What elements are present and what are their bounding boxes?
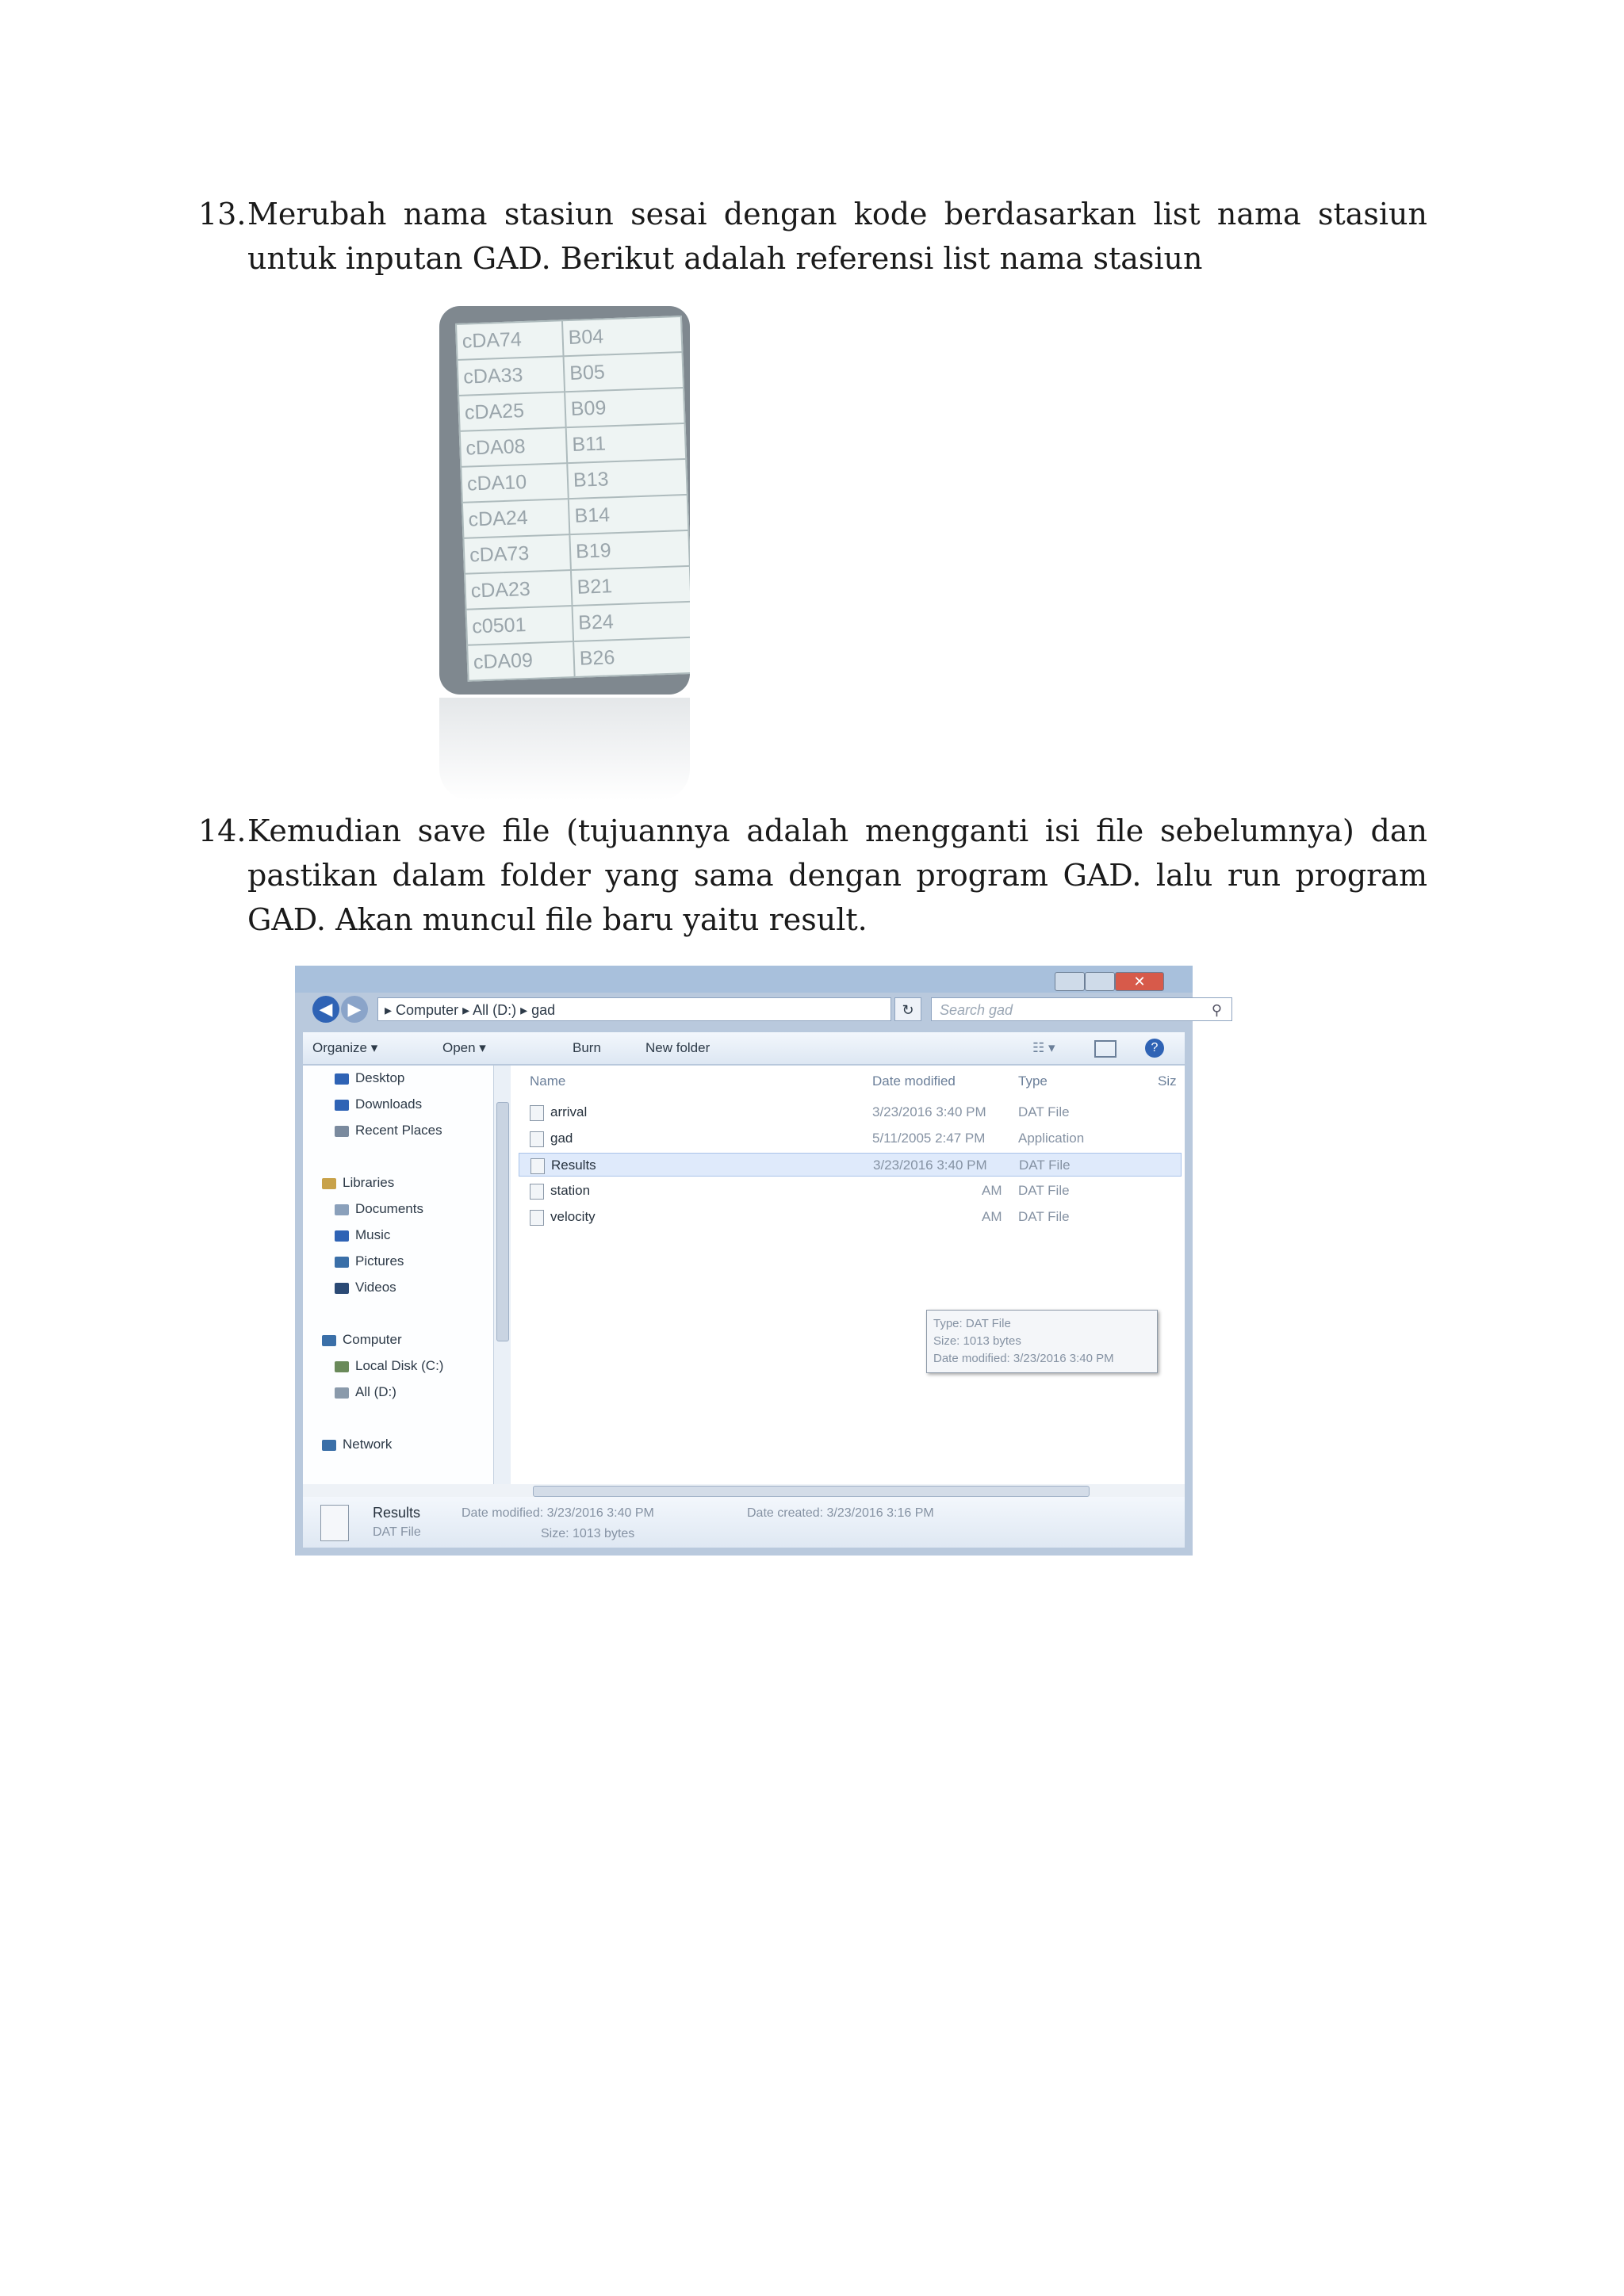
station-name-cell: cDA10 xyxy=(461,463,568,503)
minimize-button[interactable] xyxy=(1055,972,1085,991)
navigation-pane xyxy=(303,1066,493,1484)
forward-button[interactable]: ▶ xyxy=(341,996,368,1023)
station-code-cell: B13 xyxy=(567,459,687,499)
preview-pane-icon[interactable] xyxy=(1094,1040,1116,1058)
search-input[interactable] xyxy=(931,997,1232,1021)
title-bar xyxy=(295,966,1193,993)
station-code-cell: B21 xyxy=(571,566,690,606)
nav-item-documents[interactable] xyxy=(335,1201,423,1217)
nav-item-label: Libraries xyxy=(343,1175,395,1190)
file-type: DAT File xyxy=(1018,1209,1070,1224)
step-13 xyxy=(198,192,1427,281)
toolbar xyxy=(303,1032,1185,1065)
file-date: AM xyxy=(982,1209,1002,1224)
details-date-created: Date created: 3/23/2016 3:16 PM xyxy=(747,1506,934,1520)
station-row xyxy=(467,637,690,681)
nav-item-label: Desktop xyxy=(355,1070,405,1085)
nav-item-label: Computer xyxy=(343,1332,402,1347)
horizontal-scrollbar[interactable] xyxy=(303,1484,1185,1497)
step-number: 13. xyxy=(198,197,247,232)
nav-item-pictures[interactable] xyxy=(335,1253,404,1269)
dat-file-icon xyxy=(530,1105,544,1121)
nav-item-music[interactable] xyxy=(335,1227,390,1243)
nav-desktop-icon xyxy=(335,1073,349,1085)
address-field[interactable]: ▸ Computer ▸ All (D:) ▸ gad xyxy=(377,997,891,1021)
file-tooltip xyxy=(926,1310,1158,1373)
step-text: Merubah nama stasiun sesai dengan kode berdasarkan list nama stasiun untuk inputan GAD. Berikut adalah referensi list nama stasiun xyxy=(247,197,1427,276)
nav-item-computer[interactable] xyxy=(322,1332,402,1348)
file-name: velocity xyxy=(550,1209,596,1224)
photo-reflection xyxy=(439,698,690,801)
nav-item-label: Network xyxy=(343,1437,393,1452)
file-type: DAT File xyxy=(1018,1183,1070,1198)
nav-item-label: Music xyxy=(355,1227,391,1242)
nav-item-recent-places[interactable] xyxy=(335,1123,442,1138)
close-button[interactable]: ✕ xyxy=(1115,972,1164,991)
views-button[interactable]: ☷ ▾ xyxy=(1032,1040,1055,1055)
column-header-date[interactable]: Date modified xyxy=(872,1073,956,1089)
nav-item-drive-1[interactable] xyxy=(335,1384,396,1400)
station-name-cell: cDA25 xyxy=(458,392,565,431)
nav-item-label: All (D:) xyxy=(355,1384,396,1399)
nav-item-label: Videos xyxy=(355,1280,396,1295)
details-date-modified: Date modified: 3/23/2016 3:40 PM xyxy=(462,1506,654,1520)
nav-item-label: Pictures xyxy=(355,1253,404,1269)
station-code-cell: B11 xyxy=(566,423,686,463)
burn-button[interactable]: Burn xyxy=(573,1040,601,1055)
tooltip-size: Size: 1013 bytes xyxy=(933,1334,1021,1348)
back-button[interactable]: ◀ xyxy=(312,996,339,1023)
file-type: DAT File xyxy=(1018,1104,1070,1119)
station-code-cell: B26 xyxy=(573,637,690,677)
nav-item-network[interactable] xyxy=(322,1437,392,1452)
step-text: Kemudian save file (tujuannya adalah mengganti isi file sebelumnya) dan pastikan dalam folder yang sama dengan program GAD. lalu run program GAD. Akan muncul file baru yaitu result. xyxy=(247,813,1427,937)
step-number: 14. xyxy=(198,813,247,848)
refresh-button[interactable]: ↻ xyxy=(894,997,921,1021)
nav-item-drive-0[interactable] xyxy=(335,1358,443,1374)
search-placeholder: Search gad xyxy=(940,1002,1013,1018)
nav-documents-icon xyxy=(335,1204,349,1215)
station-code-cell: B24 xyxy=(573,602,690,641)
station-code-cell: B19 xyxy=(569,530,689,570)
nav-videos-icon xyxy=(335,1283,349,1294)
nav-computer-icon xyxy=(322,1335,336,1346)
file-date: AM xyxy=(982,1183,1002,1198)
maximize-button[interactable] xyxy=(1085,972,1115,991)
file-name: Results xyxy=(551,1158,596,1173)
station-code-cell: B04 xyxy=(562,316,682,356)
horizontal-scroll-thumb[interactable] xyxy=(533,1486,1090,1497)
station-name-cell: cDA74 xyxy=(456,320,563,360)
details-file-name: Results xyxy=(373,1505,421,1521)
nav-scroll-thumb[interactable] xyxy=(496,1102,509,1341)
file-type: DAT File xyxy=(1019,1158,1071,1173)
dat-file-icon xyxy=(530,1184,544,1200)
file-row[interactable] xyxy=(519,1205,1182,1229)
application-icon xyxy=(530,1131,544,1147)
file-list xyxy=(511,1066,1185,1484)
dat-file-icon xyxy=(530,1158,545,1174)
nav-music-icon xyxy=(335,1230,349,1242)
file-type: Application xyxy=(1018,1131,1085,1146)
nav-drive-0-icon xyxy=(335,1361,349,1372)
nav-drive-1-icon xyxy=(335,1387,349,1399)
details-pane xyxy=(303,1497,1185,1548)
search-icon: ⚲ xyxy=(1211,1002,1222,1018)
help-button[interactable]: ? xyxy=(1145,1039,1164,1058)
dat-file-icon xyxy=(530,1210,544,1226)
nav-item-libraries[interactable] xyxy=(322,1175,394,1191)
station-list-table xyxy=(455,316,690,682)
tooltip-modified: Date modified: 3/23/2016 3:40 PM xyxy=(933,1352,1114,1365)
station-name-cell: c0501 xyxy=(466,606,573,645)
address-bar xyxy=(304,993,1222,1027)
station-code-cell: B05 xyxy=(564,352,684,392)
station-code-cell: B14 xyxy=(569,495,688,534)
nav-item-label: Documents xyxy=(355,1201,423,1216)
nav-item-videos[interactable] xyxy=(335,1280,396,1295)
nav-item-label: Downloads xyxy=(355,1096,423,1112)
station-name-cell: cDA09 xyxy=(467,641,574,681)
station-name-cell: cDA08 xyxy=(460,427,567,467)
nav-item-desktop[interactable] xyxy=(335,1070,404,1086)
open-button[interactable]: Open ▾ xyxy=(442,1040,486,1055)
nav-item-label: Local Disk (C:) xyxy=(355,1358,444,1373)
nav-pictures-icon xyxy=(335,1257,349,1268)
file-date: 3/23/2016 3:40 PM xyxy=(872,1104,986,1119)
new-folder-button[interactable]: New folder xyxy=(645,1040,710,1055)
station-name-cell: cDA24 xyxy=(462,499,569,538)
explorer-window xyxy=(295,966,1222,1556)
column-header-size[interactable]: Siz xyxy=(1158,1073,1177,1089)
file-row[interactable] xyxy=(519,1127,1182,1150)
file-row[interactable] xyxy=(519,1153,1182,1177)
dat-file-icon xyxy=(320,1505,349,1541)
organize-button[interactable]: Organize ▾ xyxy=(312,1040,378,1055)
nav-recent-places-icon xyxy=(335,1126,349,1137)
details-size: Size: 1013 bytes xyxy=(541,1527,635,1540)
station-code-cell: B09 xyxy=(565,388,684,427)
file-name: station xyxy=(550,1183,591,1198)
nav-scrollbar[interactable] xyxy=(493,1066,511,1484)
file-date: 5/11/2005 2:47 PM xyxy=(872,1131,986,1146)
station-name-cell: cDA33 xyxy=(458,356,565,396)
details-file-type: DAT File xyxy=(373,1525,421,1539)
file-name: arrival xyxy=(550,1104,588,1119)
tooltip-type: Type: DAT File xyxy=(933,1317,1011,1330)
nav-network-icon xyxy=(322,1440,336,1451)
file-row[interactable] xyxy=(519,1179,1182,1203)
file-row[interactable] xyxy=(519,1100,1182,1124)
file-date: 3/23/2016 3:40 PM xyxy=(873,1158,987,1173)
step-14 xyxy=(198,809,1427,942)
nav-item-downloads[interactable] xyxy=(335,1096,422,1112)
station-name-cell: cDA73 xyxy=(463,534,570,574)
nav-item-label: Recent Places xyxy=(355,1123,442,1138)
file-name: gad xyxy=(550,1131,573,1146)
nav-libraries-icon xyxy=(322,1178,336,1189)
column-header-name[interactable]: Name xyxy=(530,1073,566,1089)
column-header-type[interactable]: Type xyxy=(1018,1073,1048,1089)
nav-downloads-icon xyxy=(335,1100,349,1111)
station-list-photo xyxy=(439,306,690,695)
station-name-cell: cDA23 xyxy=(465,570,572,610)
